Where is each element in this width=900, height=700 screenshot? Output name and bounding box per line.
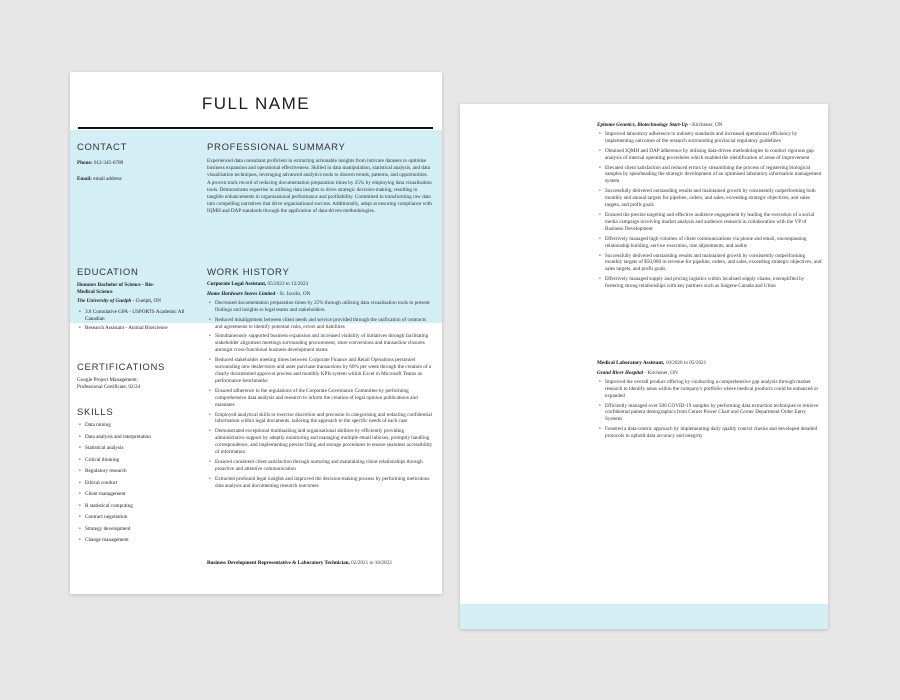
job-1-location: - St. Jacobs, ON (275, 290, 311, 297)
list-item: • Improved the overall product offering by conducting a comprehensive gap analysis through market research to identify areas within the company's portfolio where medical products could be enhanced or expanded (605, 379, 823, 400)
email-label: Email: (77, 176, 92, 182)
list-item: • Effectively managed supply and pricing logistics within localised supply chains, exemplified by fostering strong relationships with key partners such as Saigene Canada and Ulmo (605, 276, 823, 290)
certification-line-1: Google Project Management: (77, 377, 139, 383)
list-item: • Ensured adherence to the regulations of the Corporate Governance Committee by performing comprehensive data analysis and research to inform the creation of legal opinion publications and mandates (215, 388, 433, 409)
skills-list (77, 422, 200, 549)
list-item: • Ensured consistent client satisfaction through nurturing and maintaining client relationships through proactive and attentive communication (215, 459, 433, 473)
list-item: • Efficiently managed over 500 COVID-19 samples by performing data extraction techniques to retrieve confidential patient demographics from Cerner Power Chart and Cerner Department Order Entry Systems (605, 403, 823, 424)
job-3-employer-line (597, 370, 823, 377)
list-item: • Reduced misalignment between client needs and service provided through the unification of contracts and agreements to identify potential risks, errors and liabilities (215, 317, 433, 331)
header-rule (78, 127, 433, 129)
phone-value: 012-345-6789 (93, 160, 124, 166)
skill-item: • R statistical computing (85, 503, 200, 510)
list-item: • Extracted profound legal insights and improved the decision-making process by performing meticulous data analysis and documenting research outcomes (215, 476, 433, 490)
summary-text: Experienced data consultant proficient in extracting actionable insights from intricate datasets to optimise business expansion and operational effectiveness. Skilled in data manipulation, statistical analysis, and data visualisation techniques, leveraging advanced analytics tools to discern trends, patterns, and opportunities. A proven track record of reducing documentation preparation times by 25% by employing data visualisation tools. Demonstrates expertise in utilising data insights to drive strategic decision-making, resulting in tangible enhancements in organisational performance and profitability. Committed to transforming raw data into compelling narratives that drive organisational success. Additionally, adept at ensuring compliance with IQMH and DAP standards through the application of data-driven methodologies. (207, 158, 432, 215)
list-item: • Research Assistant - Animal Bioscience (85, 325, 192, 332)
job-3-dates: 10/2020 to 05/2021 (664, 360, 707, 366)
email-line (77, 176, 122, 182)
skill-item: • Statistical analysis (85, 445, 200, 452)
job-2-continued (597, 122, 823, 293)
education-heading: EDUCATION (77, 267, 139, 278)
job-2-bullets (597, 131, 823, 290)
list-item: • Successfully delivered outstanding results and maintained growth by consistently outperforming monthly targets of $50,000 in revenue for pipeline, orders, and sales, exceeding strategic objectives, and sales targets, and profit goals (605, 253, 823, 274)
job-3-employer: Grand River Hospital (597, 369, 644, 376)
certification-line-2: Professional Certificate, 02/24 (77, 384, 141, 390)
skill-item: • Strategy development (85, 526, 200, 533)
list-item: • Elevated client satisfaction and reduced errors by streamlining the process of registering biological samples by spearheading the strategic development of an optimised laboratory information management system (605, 165, 823, 186)
job-1-employer: Home Hardware Stores Limited (207, 290, 276, 297)
job-2-title-line (207, 560, 433, 567)
list-item: • Simultaneously supported business expansion and increased visibility of initiatives through facilitating stakeholder alignment meetings surrounding procurement, store conversions and transaction closures amongst cross-functional business development teams (215, 333, 433, 354)
list-item: • Decreased documentation preparation times by 25% through utilising data visualisation tools to present findings and insights to legal teams and stakeholders. (215, 300, 433, 314)
job-2-employer: Epitome Genetics, Biotechnology Start-Up (597, 122, 688, 128)
job-3-bullets (597, 379, 823, 440)
list-item: • Improved laboratory adherence to industry standards and increased operational efficiency by implementing outcomes of the research surrounding provincial regulatory guidelines (605, 131, 823, 145)
skill-item: • Change management (85, 537, 200, 544)
skill-item: • Data analysis and interpretation (85, 434, 200, 441)
job-3-location: - Kitchener, ON (643, 369, 678, 376)
job-1-dates: 05/2023 to 12/2023 (266, 281, 309, 287)
list-item: • Reduced stakeholder meeting times between Corporate Finance and Retail Operations personnel surrounding new dealer/store and asset purchase transactions by 60% per week through the creation of a clearly documented approval process and monthly KPIs system within Excel in Microsoft Teams as performance benchmarks (215, 357, 433, 385)
skill-item: • Ethical conduct (85, 480, 200, 487)
summary-heading: PROFESSIONAL SUMMARY (207, 142, 346, 153)
phone-label: Phone: (77, 160, 93, 166)
skill-item: • Regulatory research (85, 468, 200, 475)
school-location: - Guelph, ON (131, 298, 162, 304)
job-3-title-line (597, 360, 823, 367)
school-line (77, 298, 192, 305)
school-name: The University of Guelph (77, 298, 132, 304)
list-item: • Fostered a data-centric approach by implementing daily quality control checks and developed detailed protocols to uphold data accuracy and integrity (605, 426, 823, 440)
list-item: • Effectively managed high volumes of client communications via phone and email, encompassing relationship building, service execution, rate adjustments, and audits (605, 236, 823, 250)
skill-item: • Client management (85, 491, 200, 498)
list-item: • Ensured the precise targeting and effective audience engagement by leading the execution of a social media campaign involving market analysis and audience research in collaboration with the VP of Business Development (605, 212, 823, 233)
list-item: • Demonstrated exceptional multitasking and organisational abilities by efficiently providing administrative support by adeptly monitoring and managing multiple email inboxes, promptly handling correspondence, and implementing precise filing and storage procedures to ensure seamless accessibility of information (215, 428, 433, 456)
job-3-title: Medical Laboratory Assistant, (597, 360, 665, 366)
resume-page-1 (70, 72, 442, 594)
job-2-location: - Kitchener, ON (687, 122, 723, 128)
contact-heading: CONTACT (77, 142, 128, 153)
list-item: • Obtained IQMH and DAP adherence by utilising data-driven methodologies to conduct rigorous gap analysis of internal operating procedures which enabled the identification of areas of improvement (605, 148, 823, 162)
list-item: • Employed analytical skills to exercise discretion and precision in categorising and redacting confidential information within legal documents, tailoring the approach to the specific needs of each case (215, 412, 433, 426)
skill-item: • Contract negotiation (85, 514, 200, 521)
job-2-title: Business Development Representative & Laboratory Technician, (207, 560, 350, 566)
footer-band (460, 604, 828, 629)
skill-item: • Critical thinking (85, 457, 200, 464)
job-1-employer-line (207, 291, 433, 298)
list-item: • Successfully delivered outstanding results and maintained growth by consistently outperforming both monthly and annual targets for pipeline, orders, and sales, exceeding strategic objectives, and sales targets, and profit goals (605, 188, 823, 209)
job-1 (207, 281, 433, 493)
degree: Honours Bachelor of Science - Bio-Medical Science (77, 282, 155, 295)
job-1-bullets (207, 300, 433, 490)
work-history-heading: WORK HISTORY (207, 267, 290, 278)
job-1-title: Corporate Legal Assistant, (207, 281, 267, 287)
certification-block (77, 377, 192, 391)
job-3 (597, 360, 823, 443)
skill-item: • Data mining (85, 422, 200, 429)
education-list (77, 309, 192, 332)
resume-page-2 (460, 104, 828, 629)
full-name-heading: FULL NAME (201, 94, 311, 113)
certifications-heading: CERTIFICATIONS (77, 362, 166, 373)
job-1-title-line (207, 281, 433, 288)
job-2-employer-line (597, 122, 823, 129)
phone-line (77, 160, 123, 166)
education-block (77, 282, 192, 332)
email-value: email address (93, 176, 122, 182)
list-item: • 3.8 Cumulative GPA - USPORTS Academic All Canadian (85, 309, 192, 323)
job-2-dates: 02/2021 to 10/2022 (349, 560, 392, 566)
skills-heading: SKILLS (77, 407, 114, 418)
